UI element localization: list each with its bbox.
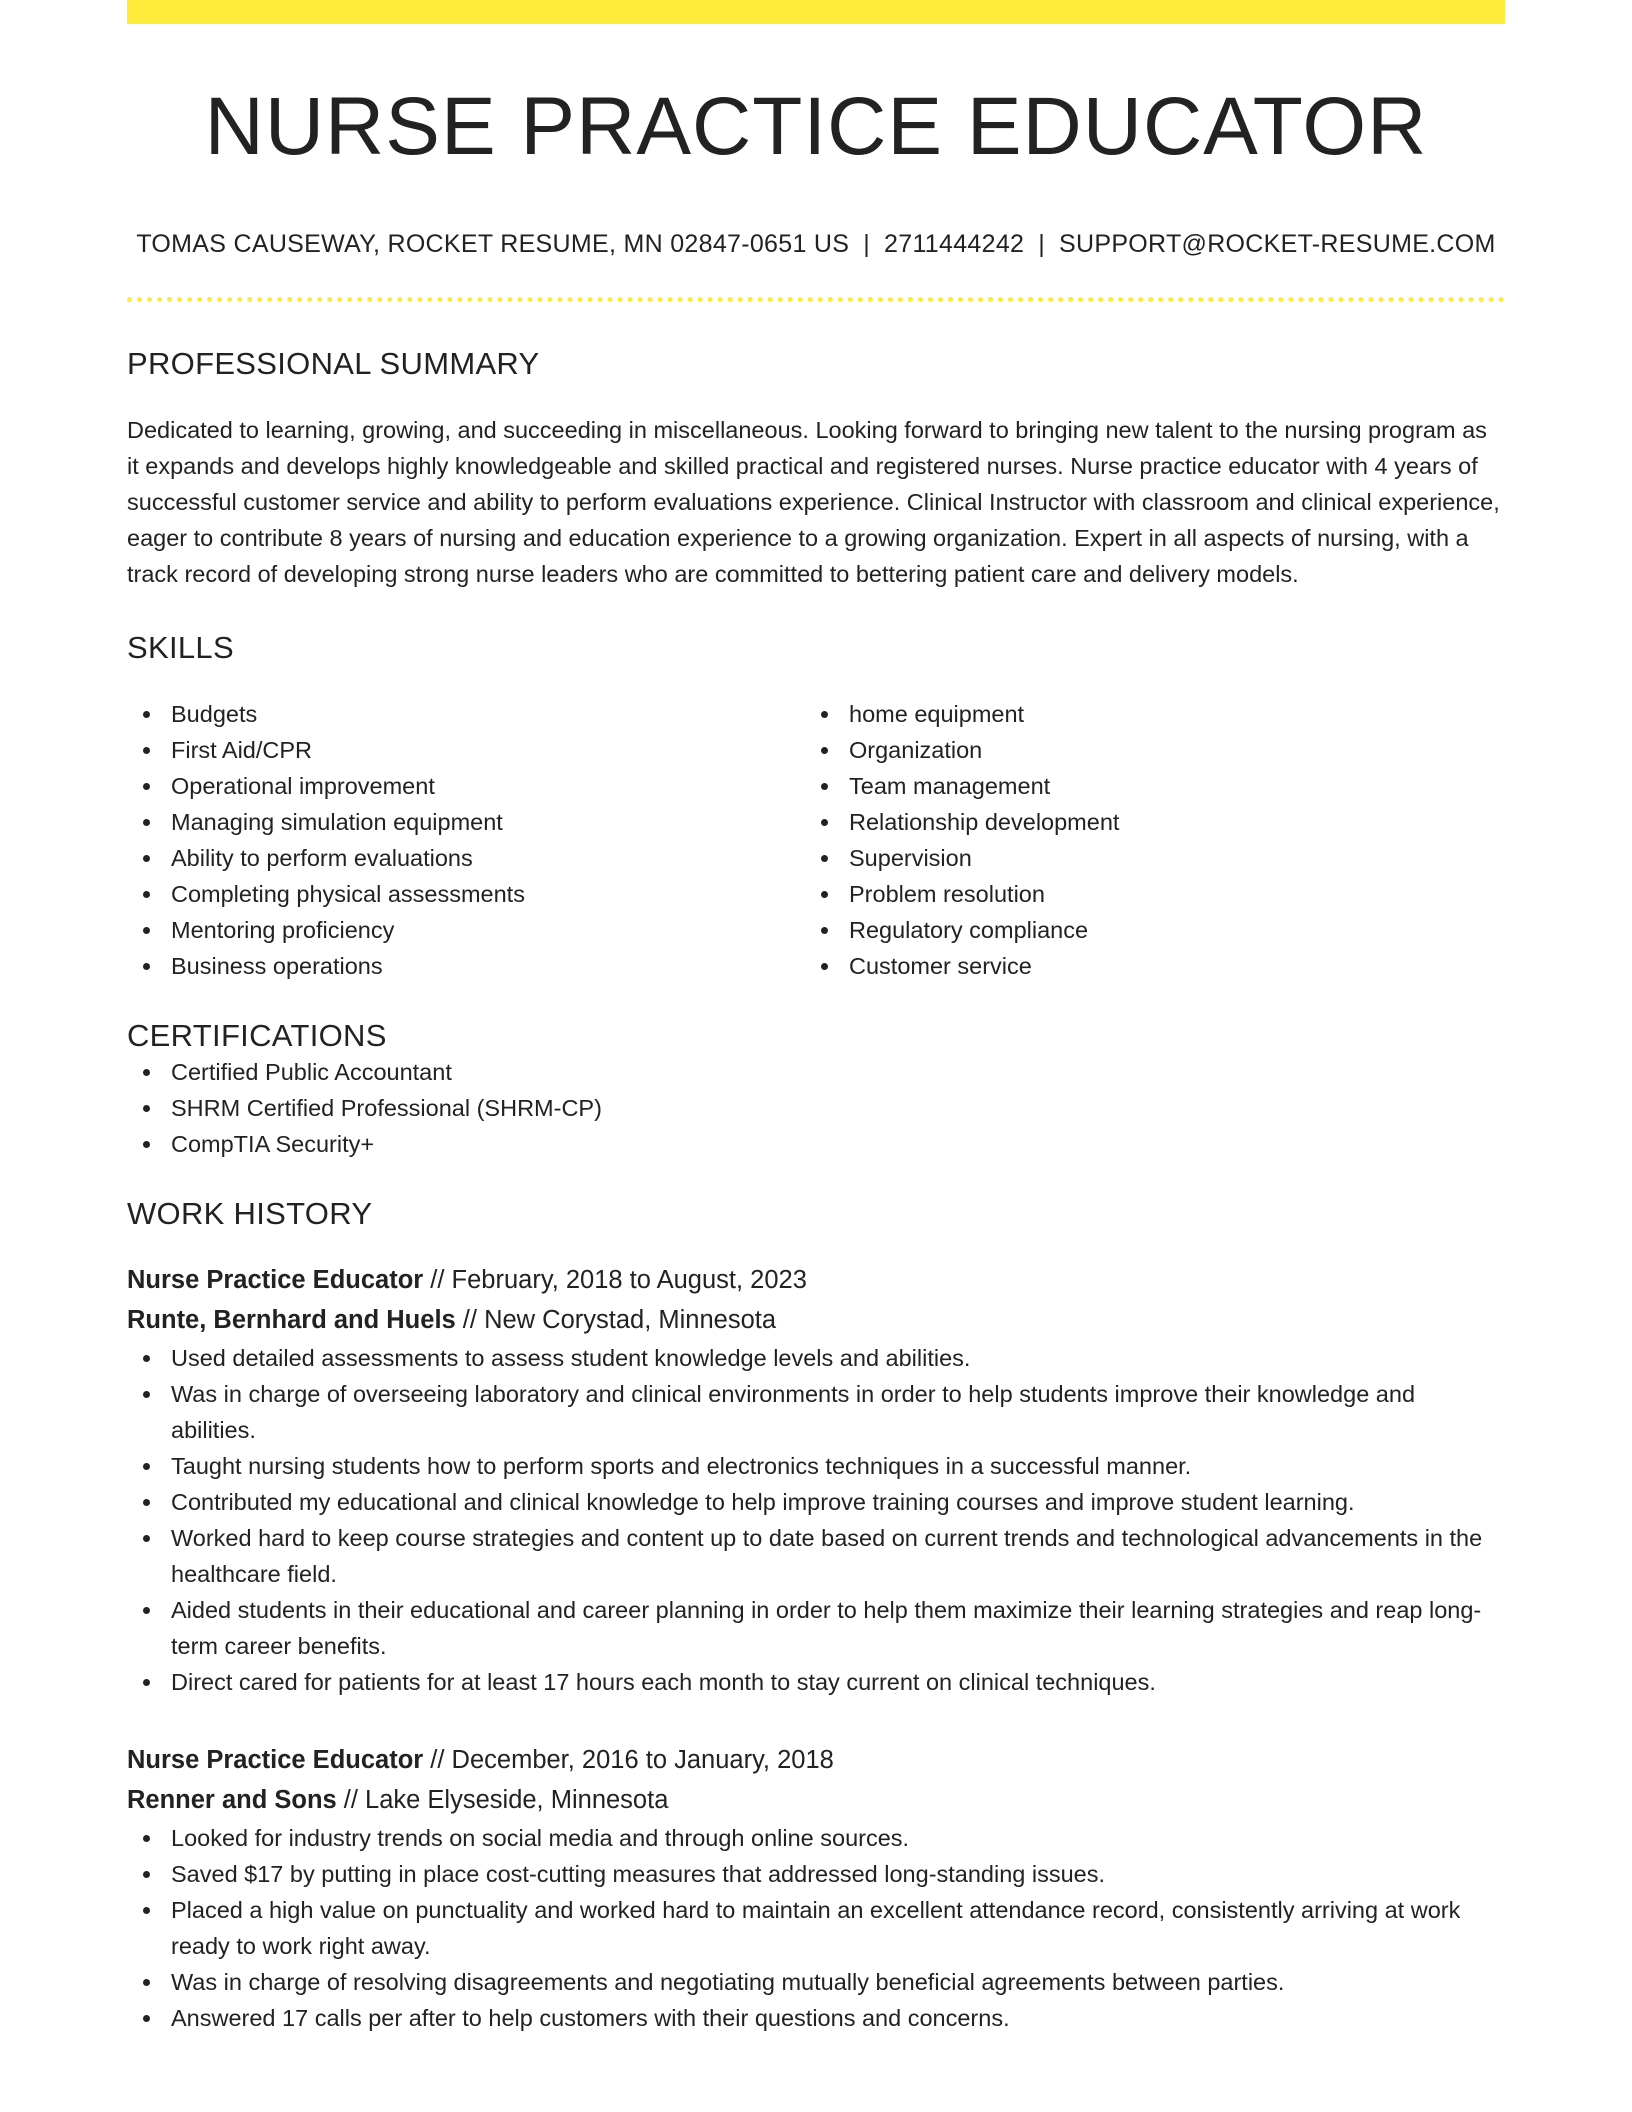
job-duty-item-text: Answered 17 calls per after to help customers with their questions and concerns. <box>171 2005 1010 2032</box>
job-duty-item <box>127 1376 1505 1448</box>
job-duty-item <box>127 1592 1505 1664</box>
contact-address: TOMAS CAUSEWAY, ROCKET RESUME, MN 02847-0651 US <box>136 230 850 259</box>
job-duty-item <box>127 1892 1505 1964</box>
skill-item-text: Operational improvement <box>171 773 435 800</box>
skill-item-text: Supervision <box>849 845 972 872</box>
job-duty-item-text: Was in charge of resolving disagreements and negotiating mutually beneficial agreements between parties. <box>171 1969 1285 1996</box>
skill-item-text: Organization <box>849 737 983 764</box>
work-history-heading: WORK HISTORY <box>127 1196 373 1232</box>
bullet-dot <box>821 891 828 898</box>
job-delimiter: // <box>423 1266 452 1295</box>
job-duty-item-text: Placed a high value on punctuality and worked hard to maintain an excellent attendance record, consistently arriving at work ready to work right away. <box>171 1897 1461 1960</box>
bullet-dot <box>143 1391 150 1398</box>
skill-item <box>805 948 1483 984</box>
bullet-dot <box>143 1871 150 1878</box>
contact-separator: | <box>1038 230 1046 259</box>
skill-item <box>127 732 805 768</box>
bullet-dot <box>143 1141 150 1148</box>
skill-item <box>127 948 805 984</box>
certification-item-text: CompTIA Security+ <box>171 1131 375 1158</box>
job-duty-item-text: Taught nursing students how to perform sports and electronics techniques in a successful manner. <box>171 1453 1192 1480</box>
job-duties-list <box>127 1820 1505 2036</box>
bullet-dot <box>821 783 828 790</box>
skill-item-text: home equipment <box>849 701 1025 728</box>
skill-item <box>805 804 1483 840</box>
skill-item <box>127 876 805 912</box>
skill-item-text: Problem resolution <box>849 881 1045 908</box>
bullet-dot <box>143 1907 150 1914</box>
job-duty-item-text: Aided students in their educational and career planning in order to help them maximize their learning strategies and reap long-term career benefits. <box>171 1597 1482 1660</box>
accent-top-bar <box>127 0 1505 24</box>
bullet-dot <box>821 963 828 970</box>
bullet-dot <box>143 783 150 790</box>
bullet-dot <box>143 2015 150 2022</box>
contact-email: SUPPORT@ROCKET-RESUME.COM <box>1059 230 1496 259</box>
bullet-dot <box>143 1069 150 1076</box>
skill-item-text: Managing simulation equipment <box>171 809 503 836</box>
bullet-dot <box>143 963 150 970</box>
skill-item <box>805 696 1483 732</box>
bullet-dot <box>143 819 150 826</box>
job-delimiter: // <box>423 1746 452 1775</box>
bullet-dot <box>143 747 150 754</box>
job-duty-item <box>127 1484 1505 1520</box>
contact-line <box>127 230 1505 259</box>
dotted-divider <box>127 297 1505 302</box>
certification-item-text: SHRM Certified Professional (SHRM-CP) <box>171 1095 602 1122</box>
certifications-list <box>127 1054 1505 1162</box>
job-entry <box>127 1260 1505 1700</box>
skill-item <box>805 768 1483 804</box>
skill-item-text: First Aid/CPR <box>171 737 313 764</box>
skill-item <box>127 840 805 876</box>
skill-item <box>805 732 1483 768</box>
skills-heading: SKILLS <box>127 630 234 666</box>
skill-item <box>127 804 805 840</box>
certification-item <box>127 1126 1505 1162</box>
certification-item-text: Certified Public Accountant <box>171 1059 452 1086</box>
job-duty-item <box>127 1448 1505 1484</box>
certifications-heading: CERTIFICATIONS <box>127 1018 387 1054</box>
job-duty-item-text: Looked for industry trends on social media and through online sources. <box>171 1825 910 1852</box>
job-delimiter: // <box>455 1306 485 1335</box>
job-duty-item <box>127 1964 1505 2000</box>
bullet-dot <box>143 1535 150 1542</box>
job-location: Lake Elyseside, Minnesota <box>365 1786 669 1815</box>
skill-item-text: Team management <box>849 773 1051 800</box>
skill-item-text: Regulatory compliance <box>849 917 1089 944</box>
skills-column-right <box>805 696 1483 984</box>
job-company-line <box>127 1300 1505 1340</box>
job-duty-item-text: Direct cared for patients for at least 17 hours each month to stay current on clinical techniques. <box>171 1669 1156 1696</box>
job-duty-item <box>127 2000 1505 2036</box>
skill-item-text: Mentoring proficiency <box>171 917 395 944</box>
job-dates: February, 2018 to August, 2023 <box>451 1266 807 1295</box>
job-duty-item-text: Was in charge of overseeing laboratory and clinical environments in order to help students improve their knowledge and abilities. <box>171 1381 1416 1444</box>
job-duty-item <box>127 1820 1505 1856</box>
job-title: Nurse Practice Educator <box>127 1746 424 1775</box>
job-duty-item <box>127 1856 1505 1892</box>
skills-list-right <box>805 696 1483 984</box>
bullet-dot <box>143 1835 150 1842</box>
summary-heading: PROFESSIONAL SUMMARY <box>127 346 540 382</box>
skill-item <box>127 912 805 948</box>
job-title-line <box>127 1740 1505 1780</box>
job-duty-item <box>127 1664 1505 1700</box>
job-title: Nurse Practice Educator <box>127 1266 424 1295</box>
job-duty-item-text: Worked hard to keep course strategies and content up to date based on current trends and technological advancements in the healthcare field. <box>171 1525 1483 1588</box>
bullet-dot <box>143 855 150 862</box>
bullet-dot <box>821 711 828 718</box>
bullet-dot <box>143 891 150 898</box>
bullet-dot <box>143 1679 150 1686</box>
work-history-list <box>127 1260 1505 2036</box>
skill-item <box>805 876 1483 912</box>
job-company: Renner and Sons <box>127 1786 337 1815</box>
skills-grid <box>127 696 1505 984</box>
skill-item-text: Relationship development <box>849 809 1120 836</box>
job-duty-item-text: Contributed my educational and clinical knowledge to help improve training courses and improve student learning. <box>171 1489 1355 1516</box>
skill-item <box>127 768 805 804</box>
skill-item <box>805 840 1483 876</box>
skill-item-text: Business operations <box>171 953 383 980</box>
contact-phone: 2711444242 <box>884 230 1025 259</box>
resume-page <box>127 0 1505 2036</box>
bullet-dot <box>821 855 828 862</box>
skill-item <box>127 696 805 732</box>
bullet-dot <box>143 1105 150 1112</box>
contact-separator: | <box>863 230 871 259</box>
bullet-dot <box>143 1499 150 1506</box>
job-duties-list <box>127 1340 1505 1700</box>
job-duty-item <box>127 1340 1505 1376</box>
certification-item <box>127 1090 1505 1126</box>
skills-column-left <box>127 696 805 984</box>
bullet-dot <box>143 711 150 718</box>
bullet-dot <box>821 819 828 826</box>
bullet-dot <box>143 1979 150 1986</box>
job-location: New Corystad, Minnesota <box>484 1306 777 1335</box>
job-duty-item <box>127 1520 1505 1592</box>
bullet-dot <box>143 1355 150 1362</box>
skill-item <box>805 912 1483 948</box>
summary-text: Dedicated to learning, growing, and succeeding in miscellaneous. Looking forward to bringing new talent to the nursing program as it expands and develops highly knowledgeable and skilled practical and registered nurses. Nurse practice educator with 4 years of successful customer service and ability to perform evaluations experience. Clinical Instructor with classroom and clinical experience, eager to contribute 8 years of nursing and education experience to a growing organization. Expert in all aspects of nursing, with a track record of developing strong nurse leaders who are committed to bettering patient care and delivery models. <box>127 417 1500 588</box>
skill-item-text: Ability to perform evaluations <box>171 845 473 872</box>
skills-list-left <box>127 696 805 984</box>
job-duty-item-text: Saved $17 by putting in place cost-cutting measures that addressed long-standing issues. <box>171 1861 1106 1888</box>
bullet-dot <box>143 927 150 934</box>
skill-item-text: Budgets <box>171 701 258 728</box>
skill-item-text: Completing physical assessments <box>171 881 525 908</box>
bullet-dot <box>821 747 828 754</box>
job-company: Runte, Bernhard and Huels <box>127 1306 456 1335</box>
job-title-line <box>127 1260 1505 1300</box>
bullet-dot <box>143 1607 150 1614</box>
skill-item-text: Customer service <box>849 953 1032 980</box>
bullet-dot <box>143 1463 150 1470</box>
job-company-line <box>127 1780 1505 1820</box>
job-duty-item-text: Used detailed assessments to assess student knowledge levels and abilities. <box>171 1345 971 1372</box>
resume-title: NURSE PRACTICE EDUCATOR <box>204 81 1428 172</box>
job-dates: December, 2016 to January, 2018 <box>451 1746 834 1775</box>
certification-item <box>127 1054 1505 1090</box>
bullet-dot <box>821 927 828 934</box>
job-delimiter: // <box>336 1786 366 1815</box>
job-entry <box>127 1740 1505 2036</box>
